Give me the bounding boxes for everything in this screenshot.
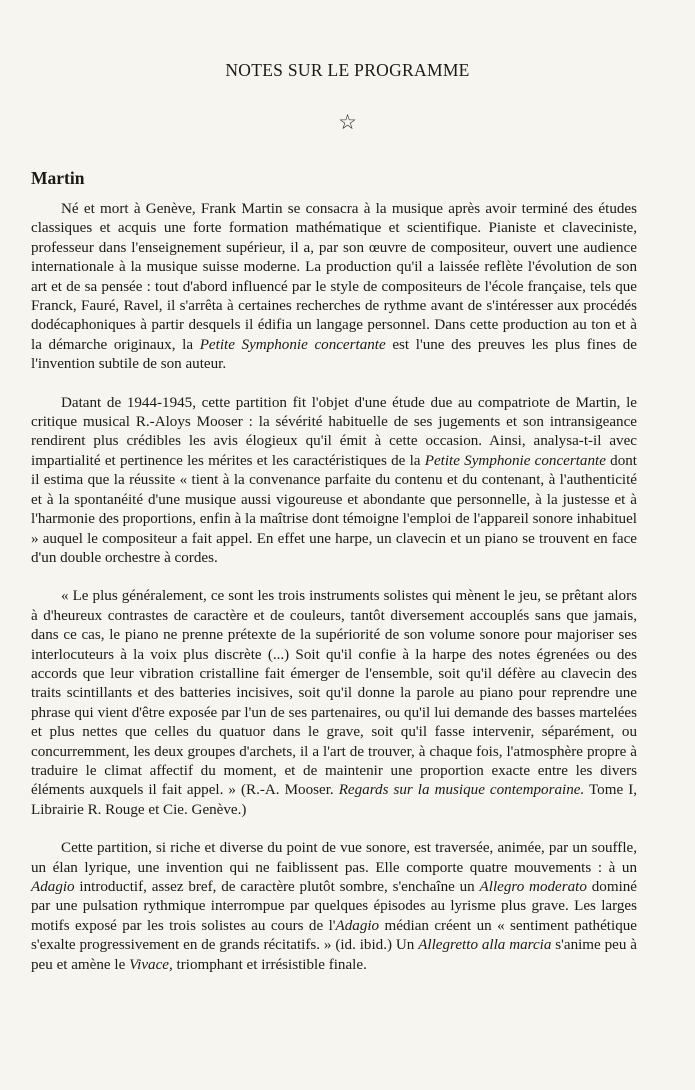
italic-title: Regards sur la musique contemporaine. [338, 782, 585, 799]
text-run: Tome I, Librairie R. Rouge et Cie. Genève.) [31, 782, 637, 818]
text-run: Datant de 1944-1945, cette partition fit l'objet d'une étude due au compatriote de Martin, le critique musical R.-Aloys Mooser : la sévérité habituelle de ses jugements et son intransigeance rendirent plus crédibles les avis élogieux qu'il émit à cette occasion. Ainsi, analysa-t-il avec impartialité et pertinence les mérites et les caractéristiques de la [31, 394, 637, 469]
section-heading: Martin [31, 168, 85, 188]
text-run: dominé par une pulsation rythmique interrompue par quelques épisodes au lyrisme plus grave. Les larges motifs exposé par les trois solistes au cours de l' [31, 879, 638, 934]
italic-title: Allegro moderato [479, 879, 587, 895]
italic-title: Vivace, [129, 956, 173, 973]
italic-title: Adagio [335, 917, 380, 934]
text-run: « Le plus généralement, ce sont les trois instruments solistes qui mènent le jeu, se prêtant alors à d'heureux contrastes de caractère et de couleurs, tantôt diversement accouplés sans que jamais, dans ce cas, le piano ne prenne prétexte de la supériorité de son volume sonore pour majoriser ses interlocuteurs à la voix plus discrète (...) Soit qu'il confie à la harpe des notes égrenées ou des accords que leur vibration cristalline fait émerger de l'ensemble, soit qu'il défère au clavecin des traits scintillants et des batteries incisives, soit qu'il donne la parole au piano pour reprendre une phrase qui vient d'être exposée par l'un de ses partenaires, ou qu'il lui demande des basses martelées et plus nettes que celles du quatuor dans le grave, soit qu'il fasse intervenir, séparément, ou concurremment, les deux groupes d'archets, il a l'art de trouver, à chaque fois, l'atmosphère propre à traduire le climat affectif du moment, et de maintenir une proportion exacte entre les divers éléments auxquels il fait appel. » (R.-A. Mooser. [31, 588, 637, 799]
text-run: est l'une des preuves les plus fines de l'invention subtile de son auteur. [31, 336, 638, 373]
paragraph [31, 200, 637, 375]
paragraph [31, 394, 637, 569]
italic-title: Petite Symphonie concertante [424, 452, 606, 469]
paragraph [31, 587, 637, 820]
paragraph [31, 839, 637, 975]
text-run: médian créent un « sentiment pathétique s'exalte progressivement en de grands récitatifs. » (id. ibid.) Un [31, 917, 637, 954]
text-run: triomphant et irrésistible finale. [172, 956, 367, 973]
italic-title: Petite Symphonie concertante [199, 336, 386, 353]
text-run: Cette partition, si riche et diverse du point de vue sonore, est traversée, animée, par un souffle, un élan lyrique, une invention qui ne faiblissent pas. Elle comporte quatre mouvements : à un [31, 840, 637, 876]
text-run: introductif, assez bref, de caractère plutôt sombre, s'enchaîne un [74, 879, 480, 895]
text-run: dont il estima que la réussite « tient à la convenance parfaite du contenu et du contenant, à l'authenticité et à la spontanéité d'une musique aussi vigoureuse et abondante que personnelle, à la justesse et à l'harmonie des proportions, enfin à la maîtrise dont témoigne l'emploi de l'appareil sonore inhabituel » auquel le compositeur a fait appel. En effet une harpe, un clavecin et un piano se trouvent en face d'un double orchestre à cordes. [31, 452, 637, 566]
page-title: NOTES SUR LE PROGRAMME [225, 60, 470, 80]
star-ornament-icon: ☆ [338, 110, 357, 134]
body-text [31, 200, 637, 975]
text-run: Né et mort à Genève, Frank Martin se consacra à la musique après avoir terminé des études classiques et acquis une forte formation mathématique et scientifique. Pianiste et claveciniste, professeur dans l'enseignement supérieur, il a, par son œuvre de compositeur, ouvert une audience internationale à la musique suisse moderne. La production qu'il a laissée reflète l'évolution de son art et de sa pensée : tout d'abord influencé par le style de compositeurs de l'école française, tels que Franck, Fauré, Ravel, il s'arrêta à certaines recherches de rythme avant de s'intéresser aux procédés dodécaphoniques à partir desquels il édifia un langage personnel. Dans cette production au ton et à la démarche originaux, la [31, 201, 637, 353]
italic-title: Allegretto alla marcia [418, 937, 552, 954]
text-run: s'anime peu à peu et amène le [31, 937, 637, 973]
italic-title: Adagio [31, 879, 75, 895]
